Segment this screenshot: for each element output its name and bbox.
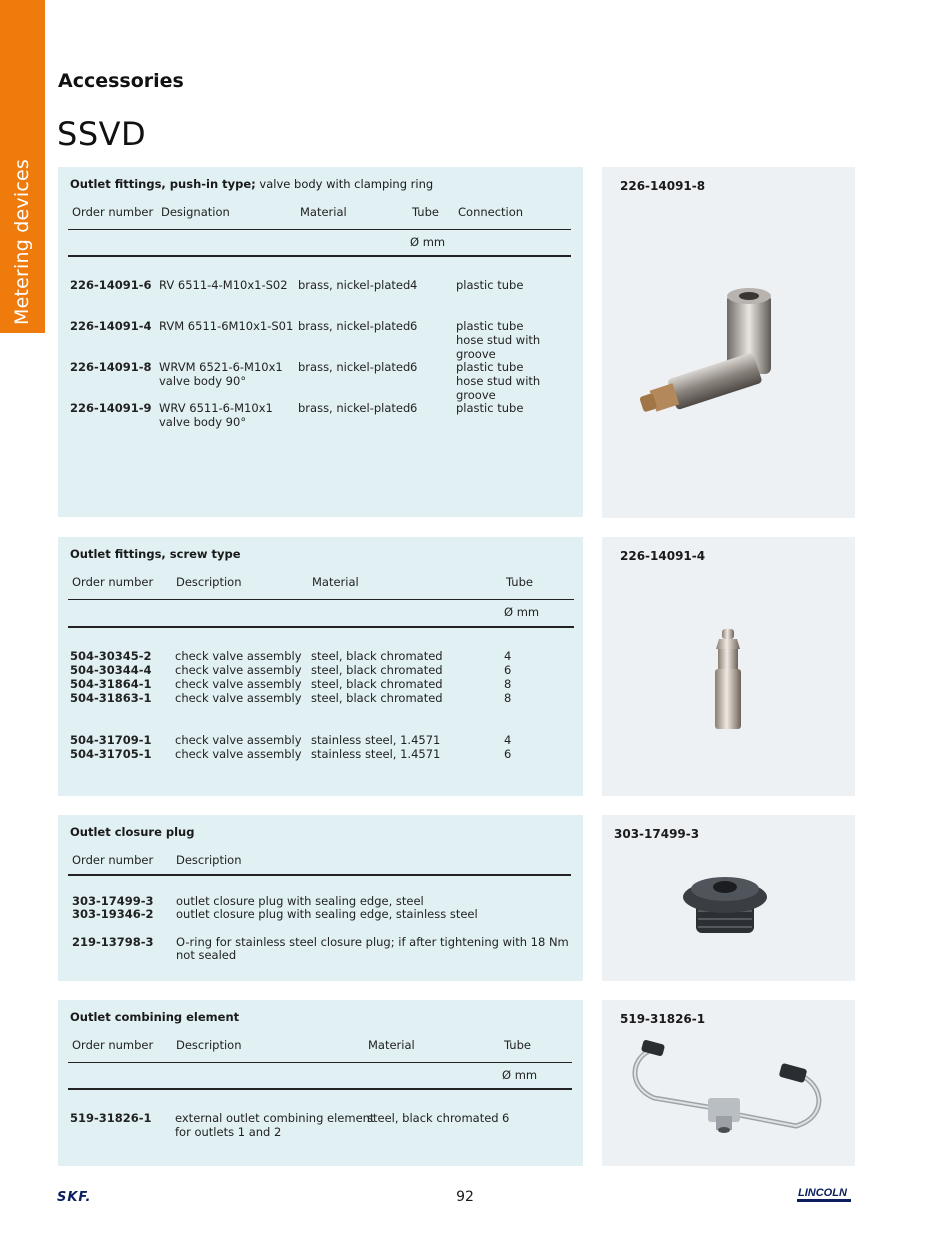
material: steel, black chromated [311, 677, 443, 691]
designation: valve body 90° [159, 415, 247, 429]
push-in-heading: Outlet fittings, push-in type; valve body with clamping ring [70, 177, 434, 191]
order-number: 519-31826-1 [70, 1111, 152, 1125]
description: not sealed [176, 948, 237, 962]
tube: 6 [504, 663, 512, 677]
order-number: 219-13798-3 [72, 935, 154, 949]
unit-label: Ø mm [410, 235, 446, 249]
connection: hose stud with groove [456, 333, 541, 361]
order-number: 504-31705-1 [70, 747, 152, 761]
material: stainless steel, 1.4571 [311, 733, 441, 747]
col-header: Designation [161, 205, 230, 219]
tube: 6 [504, 747, 512, 761]
divider [68, 255, 571, 257]
order-number: 504-31863-1 [70, 691, 152, 705]
divider [68, 626, 574, 628]
connection: hose stud with groove [456, 374, 541, 402]
designation: RV 6511-4-M10x1-S02 [159, 278, 288, 292]
col-header: Order number [72, 853, 154, 867]
material: steel, black chromated [311, 649, 443, 663]
tube: 4 [410, 278, 418, 292]
plug-heading: Outlet closure plug [70, 825, 195, 839]
image-caption: 226-14091-8 [620, 179, 706, 193]
image-caption: 519-31826-1 [620, 1012, 706, 1026]
col-header: Tube [504, 1038, 531, 1052]
push-in-table [58, 167, 583, 517]
connection: plastic tube [456, 401, 524, 415]
col-header: Tube [506, 575, 533, 589]
check-valve-image [710, 627, 746, 737]
tube: 8 [504, 677, 512, 691]
designation: RVM 6511-6M10x1-S01 [159, 319, 294, 333]
combining-element-table [58, 1000, 583, 1166]
tube: 6 [410, 319, 418, 333]
col-header: Material [368, 1038, 415, 1052]
material: steel, black chromated [311, 691, 443, 705]
page-number: 92 [456, 1189, 474, 1205]
description: O-ring for stainless steel closure plug; if after tightening with 18 Nm [176, 935, 569, 949]
product-image-panel [602, 1000, 855, 1166]
screw-heading: Outlet fittings, screw type [70, 547, 241, 561]
col-header: Description [176, 575, 242, 589]
sidebar-label: Metering devices [11, 159, 33, 325]
material: brass, nickel-plated [298, 278, 411, 292]
connection: plastic tube [456, 360, 524, 374]
order-number: 226-14091-9 [70, 401, 152, 415]
connection: plastic tube [456, 278, 524, 292]
order-number: 226-14091-4 [70, 319, 152, 333]
unit-label: Ø mm [504, 605, 540, 619]
material: stainless steel, 1.4571 [311, 747, 441, 761]
lincoln-logo [797, 1184, 853, 1204]
col-header: Material [300, 205, 347, 219]
designation: valve body 90° [159, 374, 247, 388]
divider [68, 1088, 572, 1090]
closure-plug-image [680, 867, 770, 939]
tube: 6 [410, 401, 418, 415]
material: brass, nickel-plated [298, 360, 411, 374]
product-image-panel [602, 537, 855, 796]
order-number: 226-14091-8 [70, 360, 152, 374]
closure-plug-table [58, 815, 583, 981]
material: brass, nickel-plated [298, 319, 411, 333]
material: steel, black chromated [367, 1111, 499, 1125]
tube: 6 [410, 360, 418, 374]
order-number: 303-19346-2 [72, 907, 154, 921]
tube: 8 [504, 691, 512, 705]
designation: WRVM 6521-6-M10x1 [159, 360, 283, 374]
col-header: Connection [458, 205, 524, 219]
order-number: 504-31864-1 [70, 677, 152, 691]
product-image-panel [602, 815, 855, 981]
divider [68, 599, 574, 600]
tube: 4 [504, 733, 512, 747]
description: check valve assembly [175, 649, 302, 663]
description: for outlets 1 and 2 [175, 1125, 282, 1139]
divider [68, 1062, 572, 1063]
description: external outlet combining element [175, 1111, 375, 1125]
order-number: 303-17499-3 [72, 894, 154, 908]
col-header: Material [312, 575, 359, 589]
description: check valve assembly [175, 733, 302, 747]
col-header: Description [176, 1038, 242, 1052]
order-number: 226-14091-6 [70, 278, 152, 292]
page-title: SSVD [57, 115, 147, 153]
col-header: Description [176, 853, 242, 867]
sidebar-tab [0, 0, 45, 333]
col-header: Order number [72, 575, 154, 589]
divider [68, 229, 571, 230]
description: check valve assembly [175, 747, 302, 761]
image-caption: 303-17499-3 [614, 827, 700, 841]
skf-logo: SKF. [57, 1190, 92, 1205]
description: outlet closure plug with sealing edge, steel [176, 894, 424, 908]
combining-element-image [624, 1036, 834, 1136]
connection: plastic tube [456, 319, 524, 333]
description: check valve assembly [175, 691, 302, 705]
elbow-fitting-image [632, 282, 812, 442]
col-header: Tube [412, 205, 439, 219]
section-heading: Accessories [58, 70, 184, 92]
divider [68, 874, 571, 876]
product-image-panel [602, 167, 855, 518]
description: check valve assembly [175, 677, 302, 691]
col-header: Order number [72, 205, 154, 219]
material: brass, nickel-plated [298, 401, 411, 415]
lincoln-logo-text: LINCOLN [798, 1187, 847, 1199]
material: steel, black chromated [311, 663, 443, 677]
description: outlet closure plug with sealing edge, stainless steel [176, 907, 478, 921]
image-caption: 226-14091-4 [620, 549, 706, 563]
order-number: 504-30344-4 [70, 663, 152, 677]
designation: WRV 6511-6-M10x1 [159, 401, 273, 415]
tube: 6 [502, 1111, 510, 1125]
col-header: Order number [72, 1038, 154, 1052]
unit-label: Ø mm [502, 1068, 538, 1082]
tube: 4 [504, 649, 512, 663]
description: check valve assembly [175, 663, 302, 677]
order-number: 504-30345-2 [70, 649, 152, 663]
order-number: 504-31709-1 [70, 733, 152, 747]
combining-heading: Outlet combining element [70, 1010, 240, 1024]
screw-type-table [58, 537, 583, 796]
